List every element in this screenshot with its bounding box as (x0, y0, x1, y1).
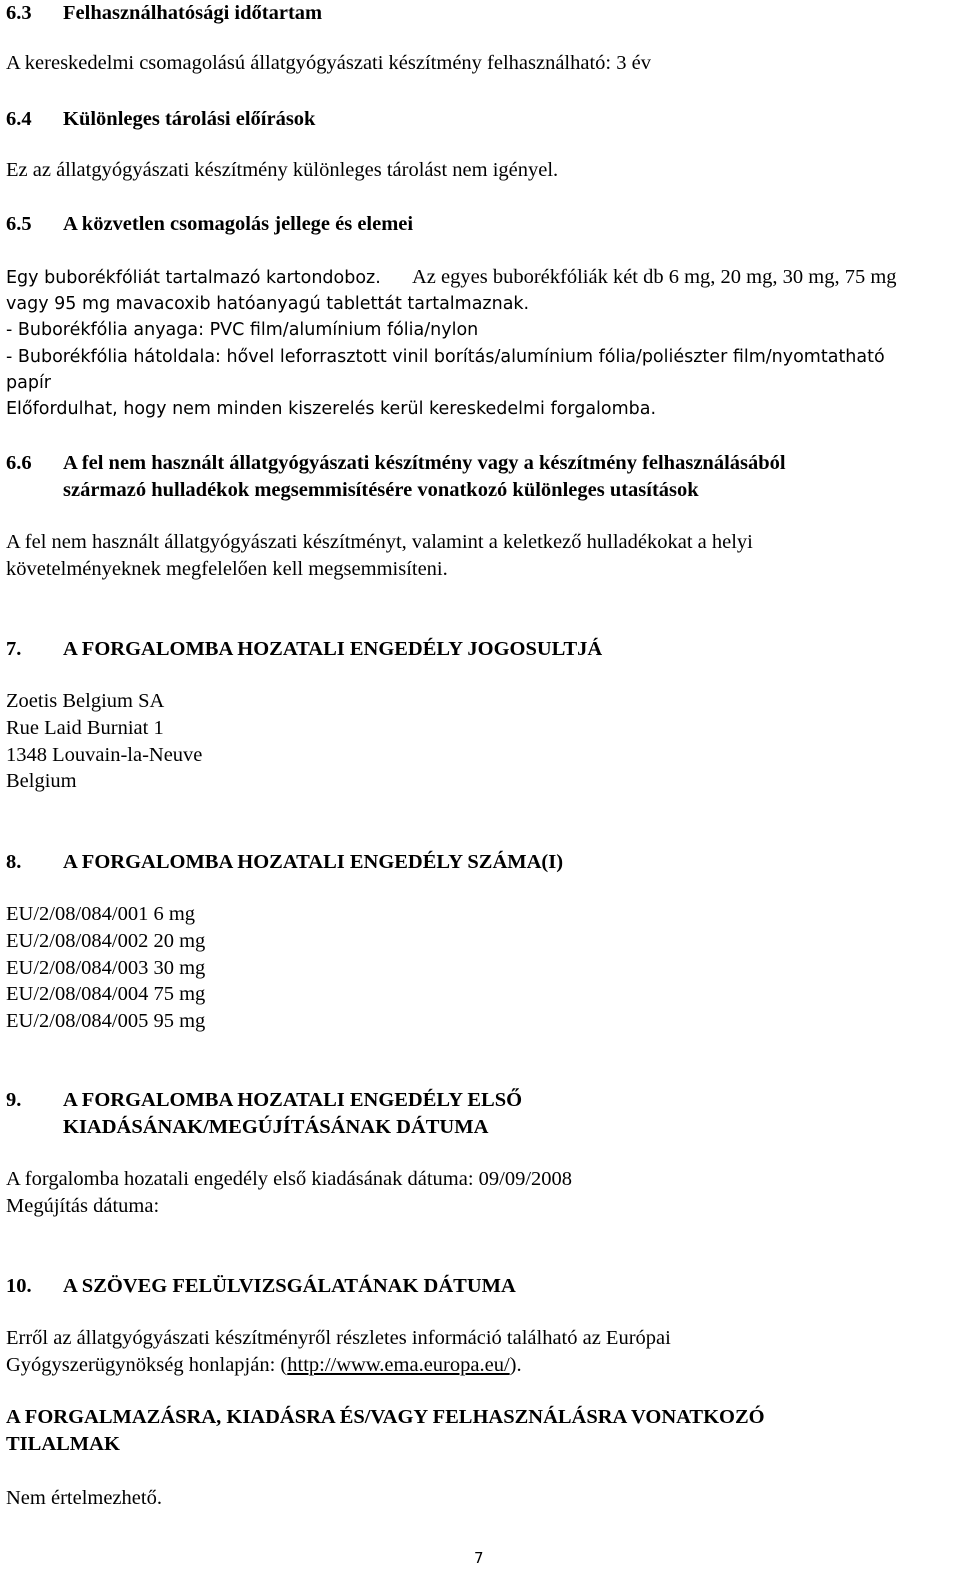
section-number: 6.6 (6, 452, 32, 474)
paragraph-line: követelményeknek megfelelően kell megsemmisíteni. (6, 558, 448, 580)
text-span: Gyógyszerügynökség honlapján: ( (6, 1354, 288, 1376)
section-heading: A FORGALMAZÁSRA, KIADÁSRA ÉS/VAGY FELHASZNÁLÁSRA VONATKOZÓ (6, 1406, 765, 1428)
authorisation-number: EU/2/08/084/003 30 mg (6, 957, 206, 979)
paragraph-line: A fel nem használt állatgyógyászati készítményt, valamint a keletkező hulladékokat a helyi (6, 531, 753, 553)
authorisation-number: EU/2/08/084/005 95 mg (6, 1010, 206, 1032)
paragraph-line (6, 1354, 522, 1377)
section-number: 9. (6, 1089, 22, 1111)
address-line: Zoetis Belgium SA (6, 690, 165, 712)
paragraph-line: vagy 95 mg mavacoxib hatóanyagú tablettát tartalmaznak. (6, 294, 530, 314)
section-number: 7. (6, 638, 22, 660)
paragraph: Nem értelmezhető. (6, 1487, 162, 1509)
section-number: 10. (6, 1275, 32, 1297)
page-number: 7 (474, 1549, 484, 1567)
address-line: Belgium (6, 770, 77, 792)
renewal-date: Megújítás dátuma: (6, 1195, 160, 1217)
ema-link[interactable]: http://www.ema.europa.eu/ (287, 1354, 510, 1376)
section-heading: Különleges tárolási előírások (63, 108, 316, 130)
authorisation-number: EU/2/08/084/004 75 mg (6, 983, 206, 1005)
section-heading: KIADÁSÁNAK/MEGÚJÍTÁSÁNAK DÁTUMA (63, 1116, 489, 1138)
paragraph-line: - Buborékfólia anyaga: PVC film/alumínium fólia/nylon (6, 320, 479, 340)
section-heading: TILALMAK (6, 1433, 120, 1455)
section-number: 6.4 (6, 108, 32, 130)
section-heading: A fel nem használt állatgyógyászati készítmény vagy a készítmény felhasználásából (63, 452, 786, 474)
section-heading: származó hulladékok megsemmisítésére vonatkozó különleges utasítások (63, 479, 699, 501)
paragraph-line: Erről az állatgyógyászati készítményről részletes információ található az Európai (6, 1327, 671, 1349)
authorisation-number: EU/2/08/084/001 6 mg (6, 903, 196, 925)
address-line: Rue Laid Burniat 1 (6, 717, 164, 739)
paragraph-line: - Buborékfólia hátoldala: hővel leforrasztott vinil borítás/alumínium fólia/poliészter film/nyomtatható (6, 347, 885, 367)
section-heading: A FORGALOMBA HOZATALI ENGEDÉLY SZÁMA(I) (63, 851, 564, 873)
paragraph-line: Egy buborékfóliát tartalmazó kartondoboz. (6, 268, 381, 288)
paragraph-line: Az egyes buborékfóliák két db 6 mg, 20 mg, 30 mg, 75 mg (412, 266, 897, 288)
section-heading: Felhasználhatósági időtartam (63, 2, 323, 24)
paragraph: A kereskedelmi csomagolású állatgyógyászati készítmény felhasználható: 3 év (6, 52, 651, 74)
text-span: ). (509, 1354, 522, 1376)
paragraph-line: papír (6, 373, 51, 393)
section-heading: A FORGALOMBA HOZATALI ENGEDÉLY ELSŐ (63, 1089, 523, 1111)
authorisation-number: EU/2/08/084/002 20 mg (6, 930, 206, 952)
section-heading: A közvetlen csomagolás jellege és elemei (63, 213, 414, 235)
section-number: 8. (6, 851, 22, 873)
paragraph-line: Előfordulhat, hogy nem minden kiszerelés kerül kereskedelmi forgalomba. (6, 399, 657, 419)
first-issue-date: A forgalomba hozatali engedély első kiadásának dátuma: 09/09/2008 (6, 1168, 573, 1190)
address-line: 1348 Louvain-la-Neuve (6, 744, 203, 766)
section-number: 6.3 (6, 2, 32, 24)
section-number: 6.5 (6, 213, 32, 235)
section-heading: A SZÖVEG FELÜLVIZSGÁLATÁNAK DÁTUMA (63, 1275, 516, 1297)
section-heading: A FORGALOMBA HOZATALI ENGEDÉLY JOGOSULTJÁ (63, 638, 603, 660)
paragraph: Ez az állatgyógyászati készítmény különleges tárolást nem igényel. (6, 159, 559, 181)
